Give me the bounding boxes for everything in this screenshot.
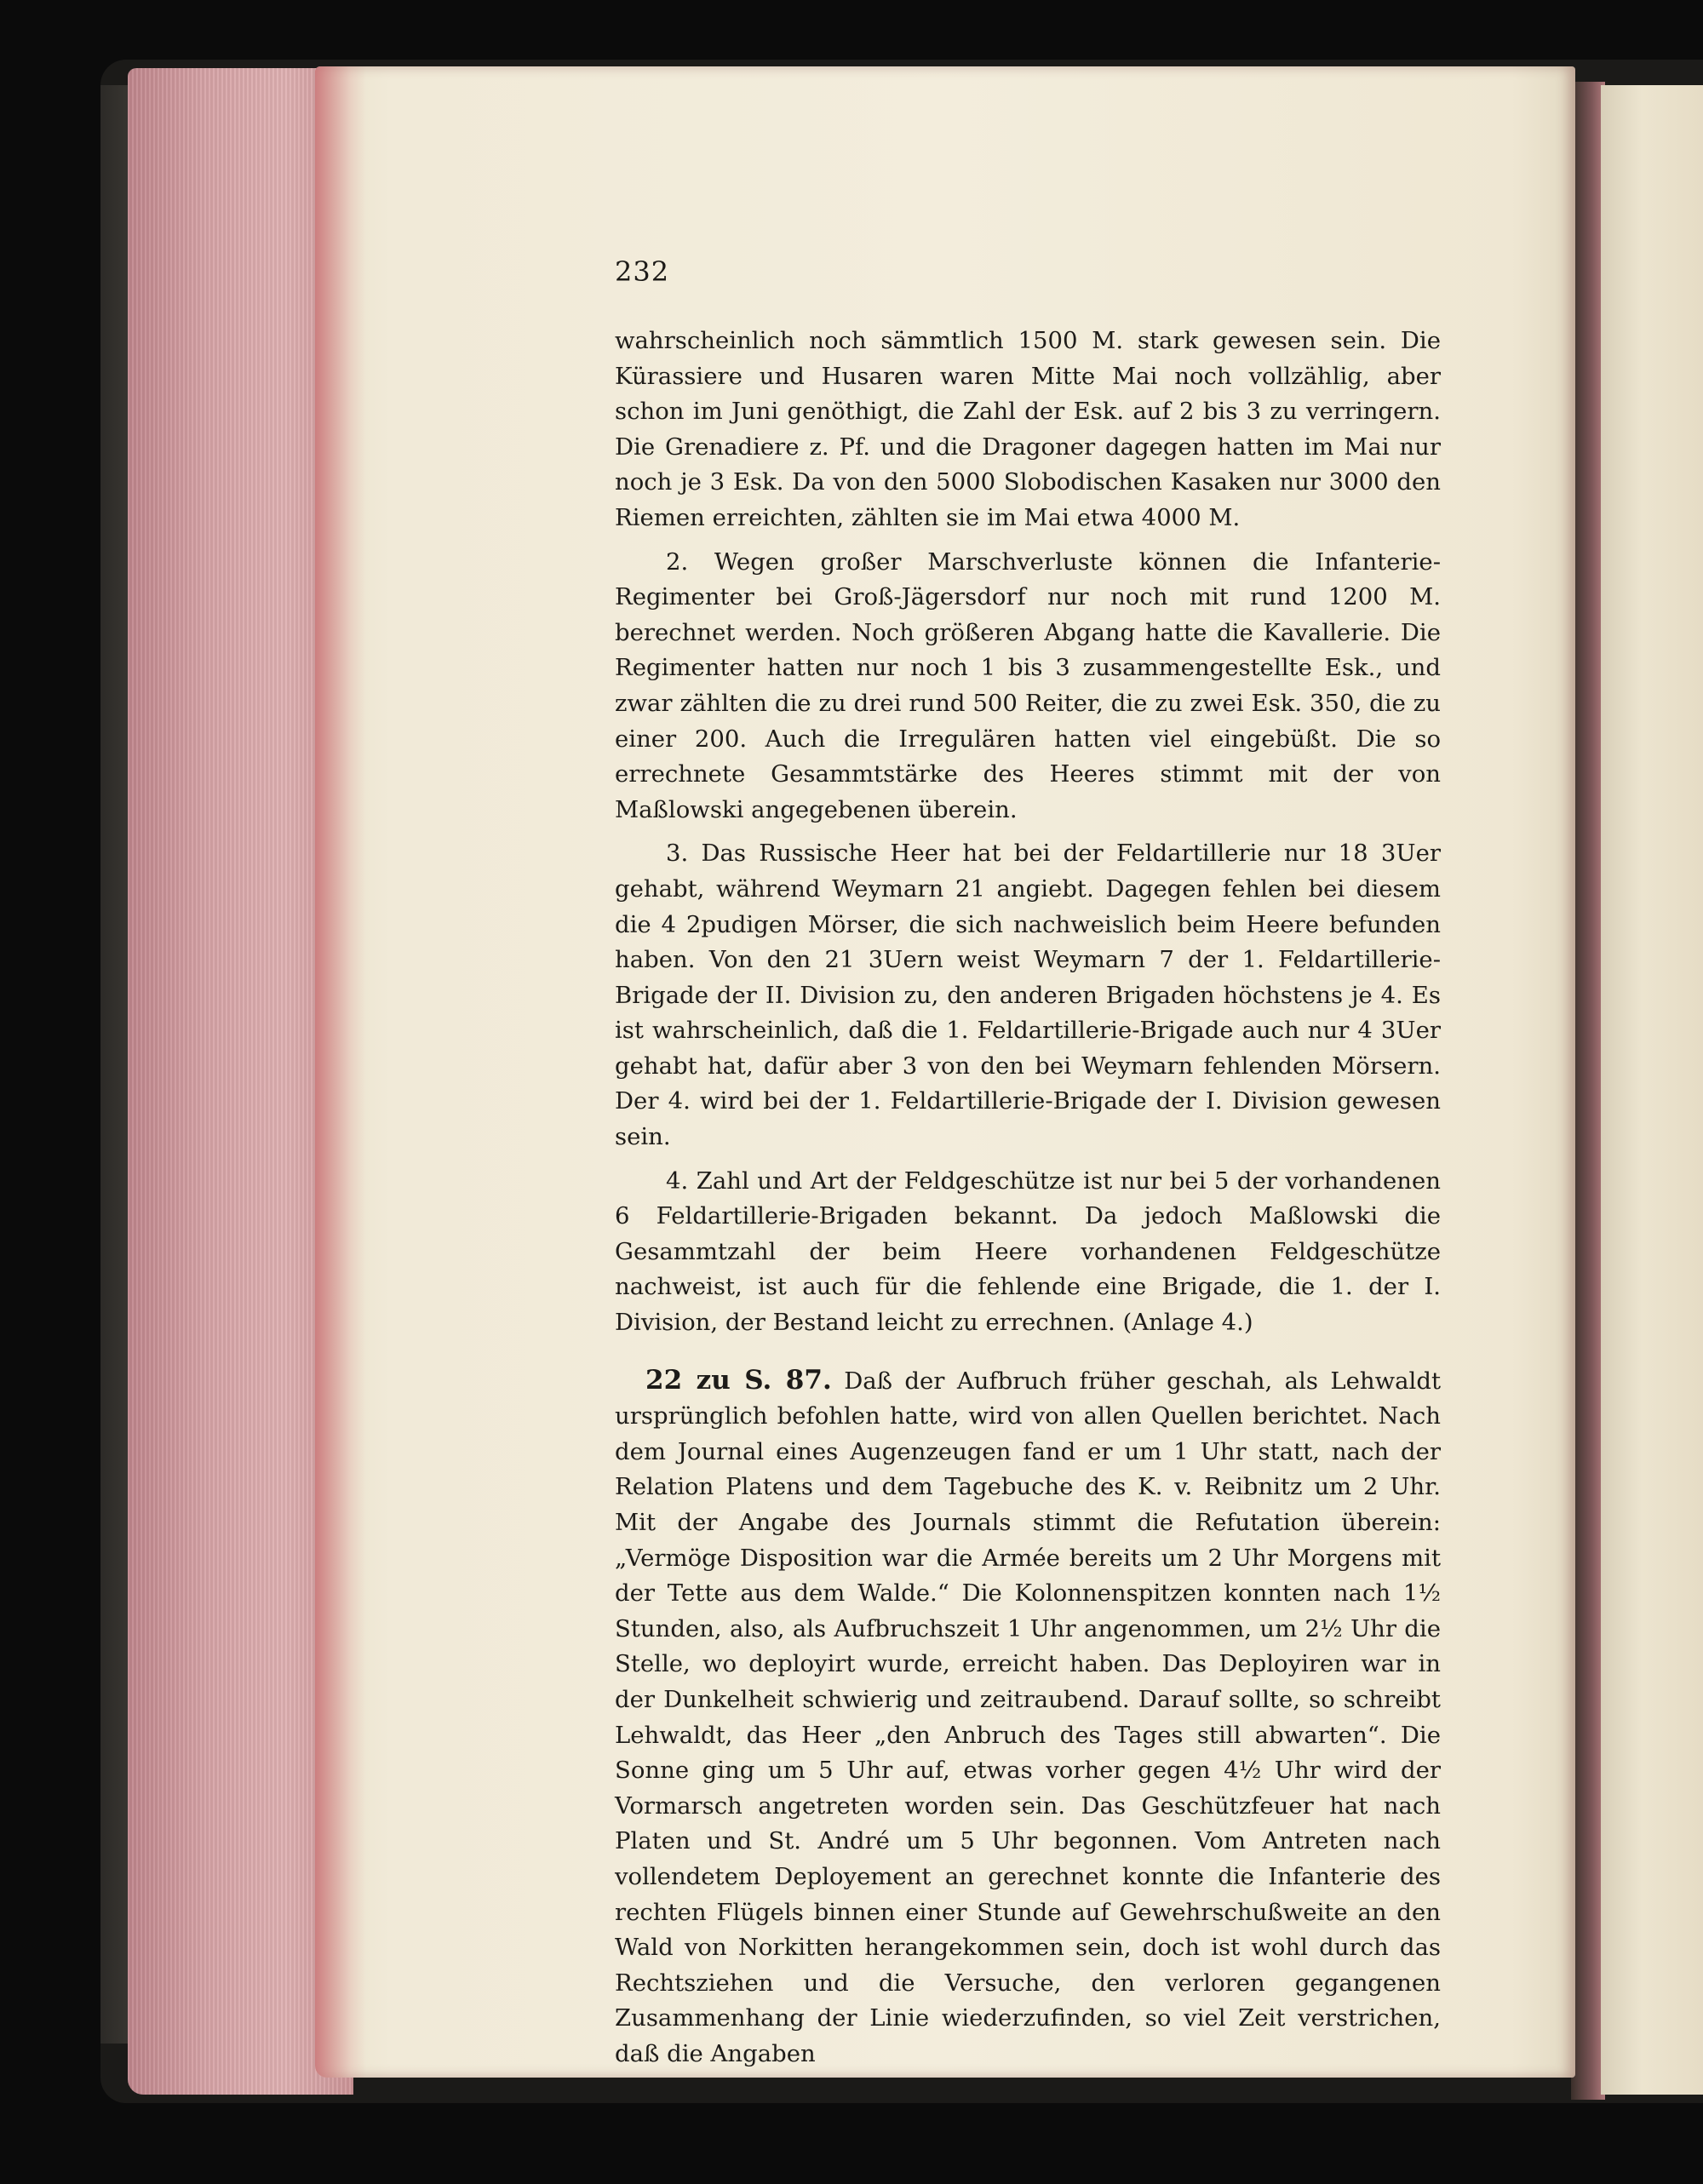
paragraph-4: 4. Zahl und Art der Feldgeschütze ist nur bei 5 der vorhandenen 6 Feldartillerie-Brigaden bekannt. Da jedoch Maßlowski die Gesammtzahl der beim Heere vorhandenen Feldgeschütze nachweist, ist auch für die fehlende eine Brigade, die 1. der I. Division, der Bestand leicht zu errechnen. (Anlage 4.) xyxy=(615,1167,1441,1337)
note-text: Daß der Aufbruch früher geschah, als Lehwaldt ursprünglich befohlen hatte, wird von allen Quellen berichtet. Nach dem Journal eines Augenzeugen fand er um 1 Uhr statt, nach der Relation Platens und dem Tagebuche des K. v. Reibnitz um 2 Uhr. Mit der Angabe des Journals stimmt die Refutation überein: „Vermöge Disposition war die Armée bereits um 2 Uhr Morgens mit der Tette aus dem Walde.“ Die Kolonnenspitzen konnten nach 1½ Stunden, also, als Aufbruchszeit 1 Uhr angenommen, um 2½ Uhr die Stelle, wo deployirt wurde, erreicht haben. Das Deployiren war in der Dunkelheit schwierig und zeitraubend. Darauf sollte, so schreibt Lehwaldt, das Heer „den Anbruch des Tages still abwarten“. Die Sonne ging um 5 Uhr auf, etwas vorher gegen 4½ Uhr wird der Vormarsch angetreten worden sein. Das Geschützfeuer hat nach Platen und St. André um 5 Uhr begonnen. Vom Antreten nach vollendetem Deployement an gerechnet konnte die Infanterie des rechten Flügels binnen einer Stunde auf Gewehrschußweite an den Wald von Norkitten herangekommen sein, doch ist wohl durch das Rechtsziehen und die Versuche, den verloren gegangenen Zusammenhang der Linie wiederzufinden, so viel Zeit verstrichen, daß die Angaben xyxy=(615,1367,1441,2067)
page-stain xyxy=(315,66,366,2078)
note-heading: 22 zu S. 87. xyxy=(645,1364,832,1396)
page-body xyxy=(615,324,1441,2072)
gutter xyxy=(1571,82,1605,2100)
facing-page xyxy=(1601,85,1703,2095)
paragraph-3: 3. Das Russische Heer hat bei der Feldartillerie nur 18 3Uer gehabt, während Weymarn 21 angiebt. Dagegen fehlen bei diesem die 4 2pudigen Mörser, die sich nachweislich beim Heere befunden haben. Von den 21 3Uern weist Weymarn 7 der 1. Feldartillerie-Brigade der II. Division zu, den anderen Brigaden höchstens je 4. Es ist wahrscheinlich, daß die 1. Feldartillerie-Brigade auch nur 4 3Uer gehabt hat, dafür aber 3 von den bei Weymarn fehlenden Mörsern. Der 4. wird bei der 1. Feldartillerie-Brigade der I. Division gewesen sein. xyxy=(615,840,1441,1151)
paragraph-2: 2. Wegen großer Marschverluste können die Infanterie-Regimenter bei Groß-Jägersdorf nur noch mit rund 1200 M. berechnet werden. Noch größeren Abgang hatte die Kavallerie. Die Regimenter hatten nur noch 1 bis 3 zusammengestellte Esk., und zwar zählten die zu drei rund 500 Reiter, die zu zwei Esk. 350, die zu einer 200. Auch die Irregulären hatten viel eingebüßt. Die so errechnete Gesammtstärke des Heeres stimmt mit der von Maßlowski angegebenen überein. xyxy=(615,547,1441,823)
paragraph-continuation: wahrscheinlich noch sämmtlich 1500 M. stark gewesen sein. Die Kürassiere und Husaren waren Mitte Mai noch vollzählig, aber schon im Juni genöthigt, die Zahl der Esk. auf 2 bis 3 zu verringern. Die Grenadiere z. Pf. und die Dragoner dagegen hatten im Mai nur noch je 3 Esk. Da von den 5000 Slobodischen Kasaken nur 3000 den Riemen erreichten, zählten sie im Mai etwa 4000 M. xyxy=(615,327,1441,531)
note-22 xyxy=(615,1363,1441,2072)
page-number: 232 xyxy=(615,255,670,288)
